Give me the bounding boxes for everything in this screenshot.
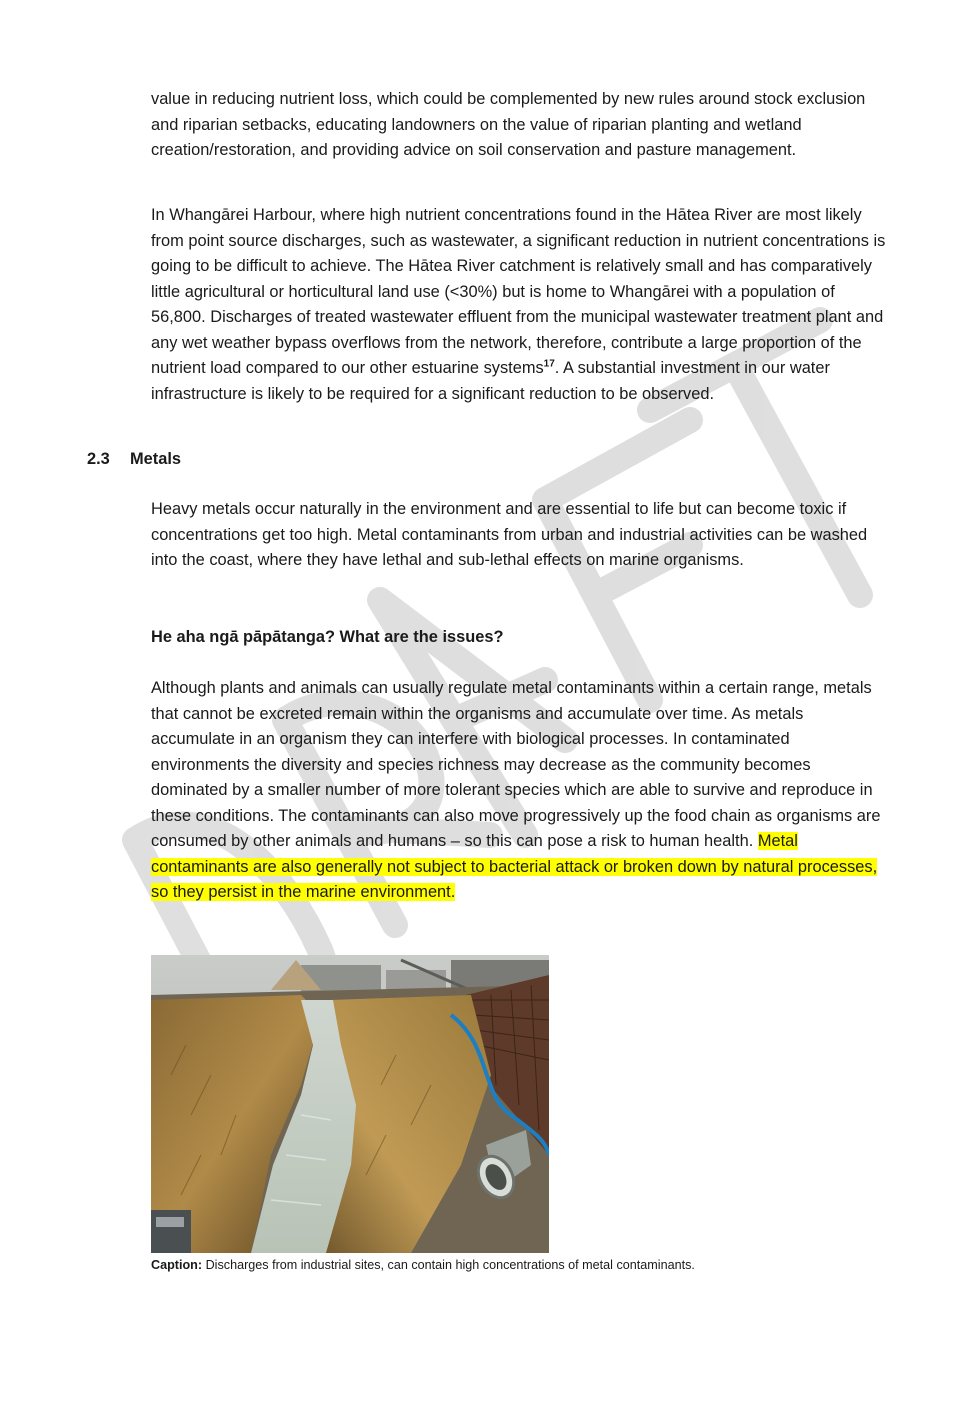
highlighted-text: Metal contaminants are also generally not subject to bacterial attack or broken down by natural processes, so they persist in the marine environment. bbox=[151, 832, 878, 901]
caption-text: Discharges from industrial sites, can contain high concentrations of metal contaminants. bbox=[202, 1258, 695, 1272]
section-title: Metals bbox=[130, 450, 182, 468]
paragraph-metal-contaminants bbox=[151, 676, 886, 906]
subheading-issues: He aha ngā pāpātanga? What are the issues? bbox=[151, 628, 504, 646]
industrial-discharge-photo bbox=[151, 955, 549, 1253]
paragraph-whangarei-harbour bbox=[151, 203, 886, 407]
paragraph-whangarei-text: In Whangārei Harbour, where high nutrient concentrations found in the Hātea River are most likely from point source discharges, such as wastewater, a significant reduction in nutrient concentrations is going to be difficult to achieve. The Hātea River catchment is relatively small and has comparatively little agricultural or horticultural land use (<30%) but is home to Whangārei with a population of 56,800. Discharges of treated wastewater effluent from the municipal wastewater treatment plant and any wet weather bypass overflows from the network, therefore, contribute a large proportion of the nutrient load compared to our other estuarine systems bbox=[151, 206, 886, 377]
paragraph-heavy-metals: Heavy metals occur naturally in the environment and are essential to life but can become toxic if concentrations get too high. Metal contaminants from urban and industrial activities can be washed into the coast, where they have lethal and sub-lethal effects on marine organisms. bbox=[151, 500, 868, 569]
paragraph-nutrient-loss: value in reducing nutrient loss, which could be complemented by new rules around stock exclusion and riparian setbacks, educating landowners on the value of riparian planting and wetland creation/restoration, and providing advice on soil conservation and pasture management. bbox=[151, 90, 866, 159]
section-heading-metals bbox=[87, 447, 181, 472]
caption-label: Caption: bbox=[151, 1258, 203, 1272]
section-number: 2.3 bbox=[87, 450, 110, 468]
paragraph-whangarei-text-end: . A substantial investment in our water infrastructure is likely to be required for a significant reduction to be observed. bbox=[151, 359, 830, 403]
photo-caption bbox=[151, 1257, 695, 1273]
footnote-ref-17[interactable]: 17 bbox=[543, 358, 555, 370]
photo-illustration bbox=[151, 955, 549, 1253]
paragraph-metal-text: Although plants and animals can usually regulate metal contaminants within a certain range, metals that cannot be excreted remain within the organisms and accumulate over time. As metals accumulate in an organism they can interfere with biological processes. In contaminated environments the diversity and species richness may decrease as the community becomes dominated by a smaller number of more tolerant species which are able to survive and reproduce in these conditions. The contaminants can also move progressively up the food chain as organisms are consumed by other animals and humans – so this can pose a risk to human health. bbox=[151, 679, 881, 850]
